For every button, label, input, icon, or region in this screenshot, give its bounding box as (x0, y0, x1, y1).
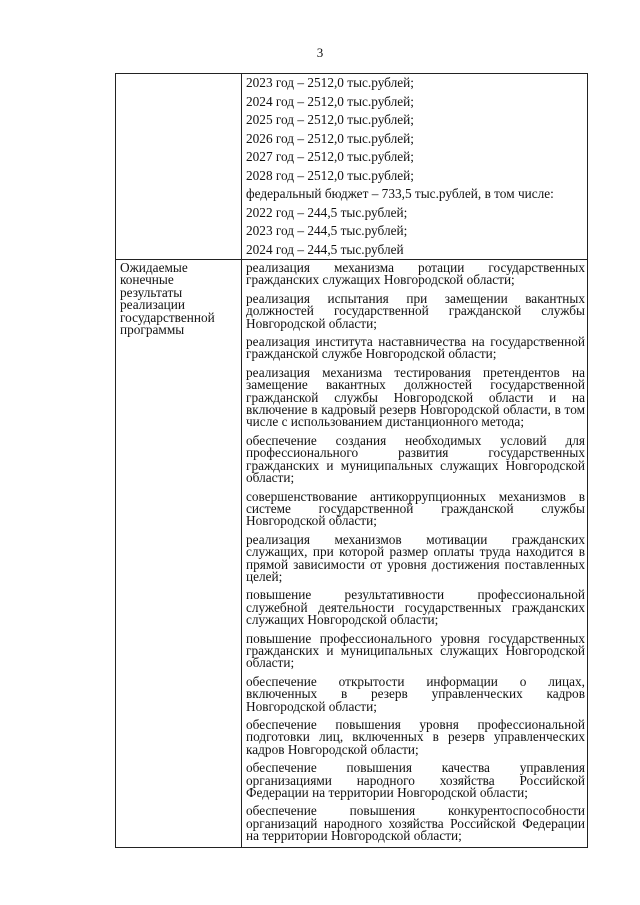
result-item: совершенствование антикоррупционных механизмов в системе государственной гражданской службы Новгородской области; (246, 488, 585, 529)
results-row (116, 260, 588, 848)
result-item: реализация механизма тестирования претендентов на замещение вакантных должностей государственной гражданской службы Новгородской области и на включение в кадровый резерв Новгородской области, в том числе с использованием дистанционного метода; (246, 364, 585, 430)
result-item: реализация механизмов мотивации гражданских служащих, при которой размер оплаты труда находится в прямой зависимости от уровня достижения поставленных целей; (246, 531, 585, 584)
result-item: повышение профессионального уровня государственных гражданских и муниципальных служащих Новгородской области; (246, 630, 585, 671)
funding-value-cell (242, 74, 588, 260)
page-number: 3 (316, 45, 324, 60)
result-item: реализация механизма ротации государственных гражданских служащих Новгородской области; (246, 260, 585, 288)
result-item: обеспечение повышения качества управления организациями народного хозяйства Российской Федерации на территории Новгородской области; (246, 760, 585, 801)
result-item: обеспечение открытости информации о лицах, включенных в резерв управленческих кадров Новгородской области; (246, 673, 585, 714)
result-item: обеспечение повышения конкурентоспособности организаций народного хозяйства Российской Федерации на территории Новгородской области; (246, 803, 585, 844)
funding-line: 2026 год – 2512,0 тыс.рублей; (246, 130, 414, 146)
results-value-cell (242, 260, 588, 848)
results-label: Ожидаемые конечные результаты реализации государственной программы (116, 260, 242, 848)
funding-line: 2022 год – 244,5 тыс.рублей; (246, 204, 408, 220)
funding-row (116, 74, 588, 260)
program-passport-table (115, 73, 588, 848)
result-item: реализация института наставничества на государственной гражданской службе Новгородской области; (246, 334, 585, 362)
funding-line: 2023 год – 244,5 тыс.рублей; (246, 223, 408, 238)
funding-line: 2023 год – 2512,0 тыс.рублей; (246, 75, 414, 90)
result-item: обеспечение повышения уровня профессиональной подготовки лиц, включенных в резерв управленческих кадров Новгородской области; (246, 717, 585, 757)
funding-line: 2028 год – 2512,0 тыс.рублей; (246, 167, 414, 183)
funding-line: 2027 год – 2512,0 тыс.рублей; (246, 149, 414, 164)
result-item: реализация испытания при замещении вакантных должностей государственной гражданской службы Новгородской области; (246, 290, 585, 331)
funding-line: 2024 год – 2512,0 тыс.рублей; (246, 93, 414, 109)
funding-label-cell (116, 74, 242, 260)
funding-line: 2025 год – 2512,0 тыс.рублей; (246, 112, 414, 127)
result-item: повышение результативности профессиональной служебной деятельности государственных гражданских служащих Новгородской области; (246, 587, 585, 628)
funding-line: 2024 год – 244,5 тыс.рублей (246, 241, 404, 257)
result-item: обеспечение создания необходимых условий для профессионального развития государственных гражданских и муниципальных служащих Новгородской области; (246, 432, 585, 486)
funding-line: федеральный бюджет – 733,5 тыс.рублей, в том числе: (246, 186, 554, 201)
